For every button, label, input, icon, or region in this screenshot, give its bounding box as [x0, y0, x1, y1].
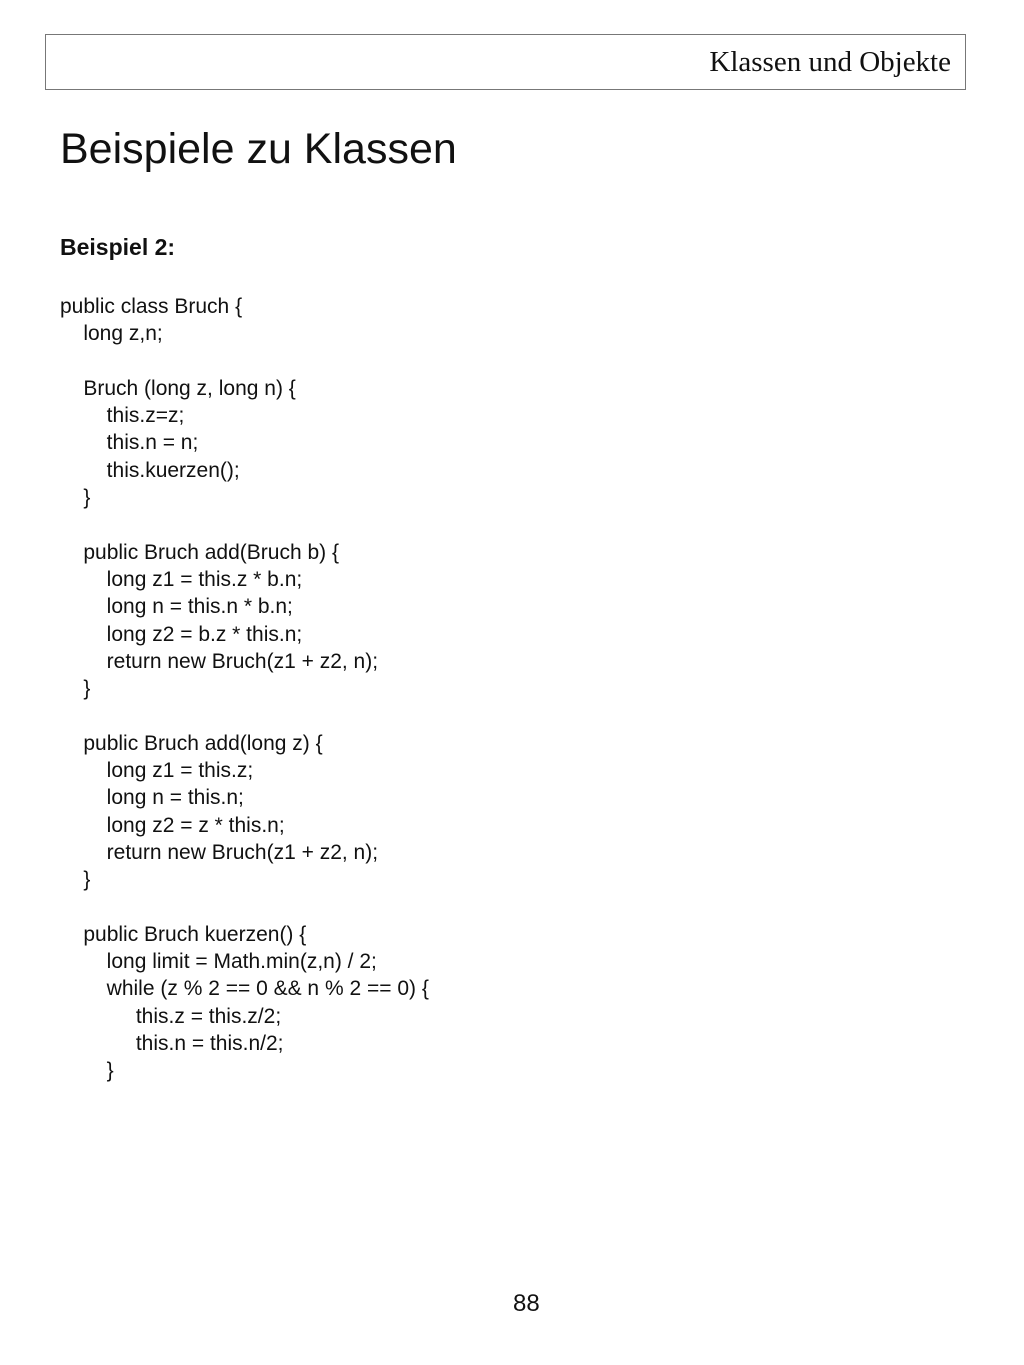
header-title: Klassen und Objekte [709, 46, 951, 78]
code-line: this.z=z; [60, 404, 185, 428]
code-block [60, 293, 429, 1085]
code-line: this.n = this.n/2; [60, 1032, 284, 1056]
code-line: this.kuerzen(); [60, 458, 240, 482]
code-line: long z1 = this.z; [60, 759, 254, 783]
code-line: this.z = this.z/2; [60, 1004, 282, 1028]
code-line: public Bruch add(Bruch b) { [60, 540, 339, 564]
code-line: long z2 = b.z * this.n; [60, 622, 303, 646]
code-line: public Bruch kuerzen() { [60, 922, 307, 946]
code-line: return new Bruch(z1 + z2, n); [60, 840, 379, 864]
code-line: } [60, 677, 91, 701]
code-line: long z2 = z * this.n; [60, 813, 285, 837]
code-line: public class Bruch { [60, 295, 243, 318]
code-line: long z,n; [60, 322, 163, 346]
code-line [60, 511, 429, 538]
code-line: long n = this.n * b.n; [60, 595, 293, 619]
code-line: } [60, 1059, 114, 1083]
code-line: long limit = Math.min(z,n) / 2; [60, 950, 377, 974]
page-title: Beispiele zu Klassen [60, 125, 457, 173]
page-number: 88 [513, 1290, 540, 1317]
header-box [45, 34, 966, 90]
code-line [60, 348, 429, 375]
code-line: this.n = n; [60, 431, 199, 455]
code-line: public Bruch add(long z) { [60, 731, 323, 755]
section-heading: Beispiel 2: [60, 234, 176, 260]
code-line: } [60, 486, 91, 510]
code-line [60, 894, 429, 921]
code-line: long n = this.n; [60, 786, 244, 810]
code-line: return new Bruch(z1 + z2, n); [60, 649, 379, 673]
code-line: Bruch (long z, long n) { [60, 376, 296, 400]
code-line: } [60, 868, 91, 892]
code-line: while (z % 2 == 0 && n % 2 == 0) { [60, 977, 429, 1001]
code-line: long z1 = this.z * b.n; [60, 567, 303, 591]
code-line [60, 702, 429, 729]
